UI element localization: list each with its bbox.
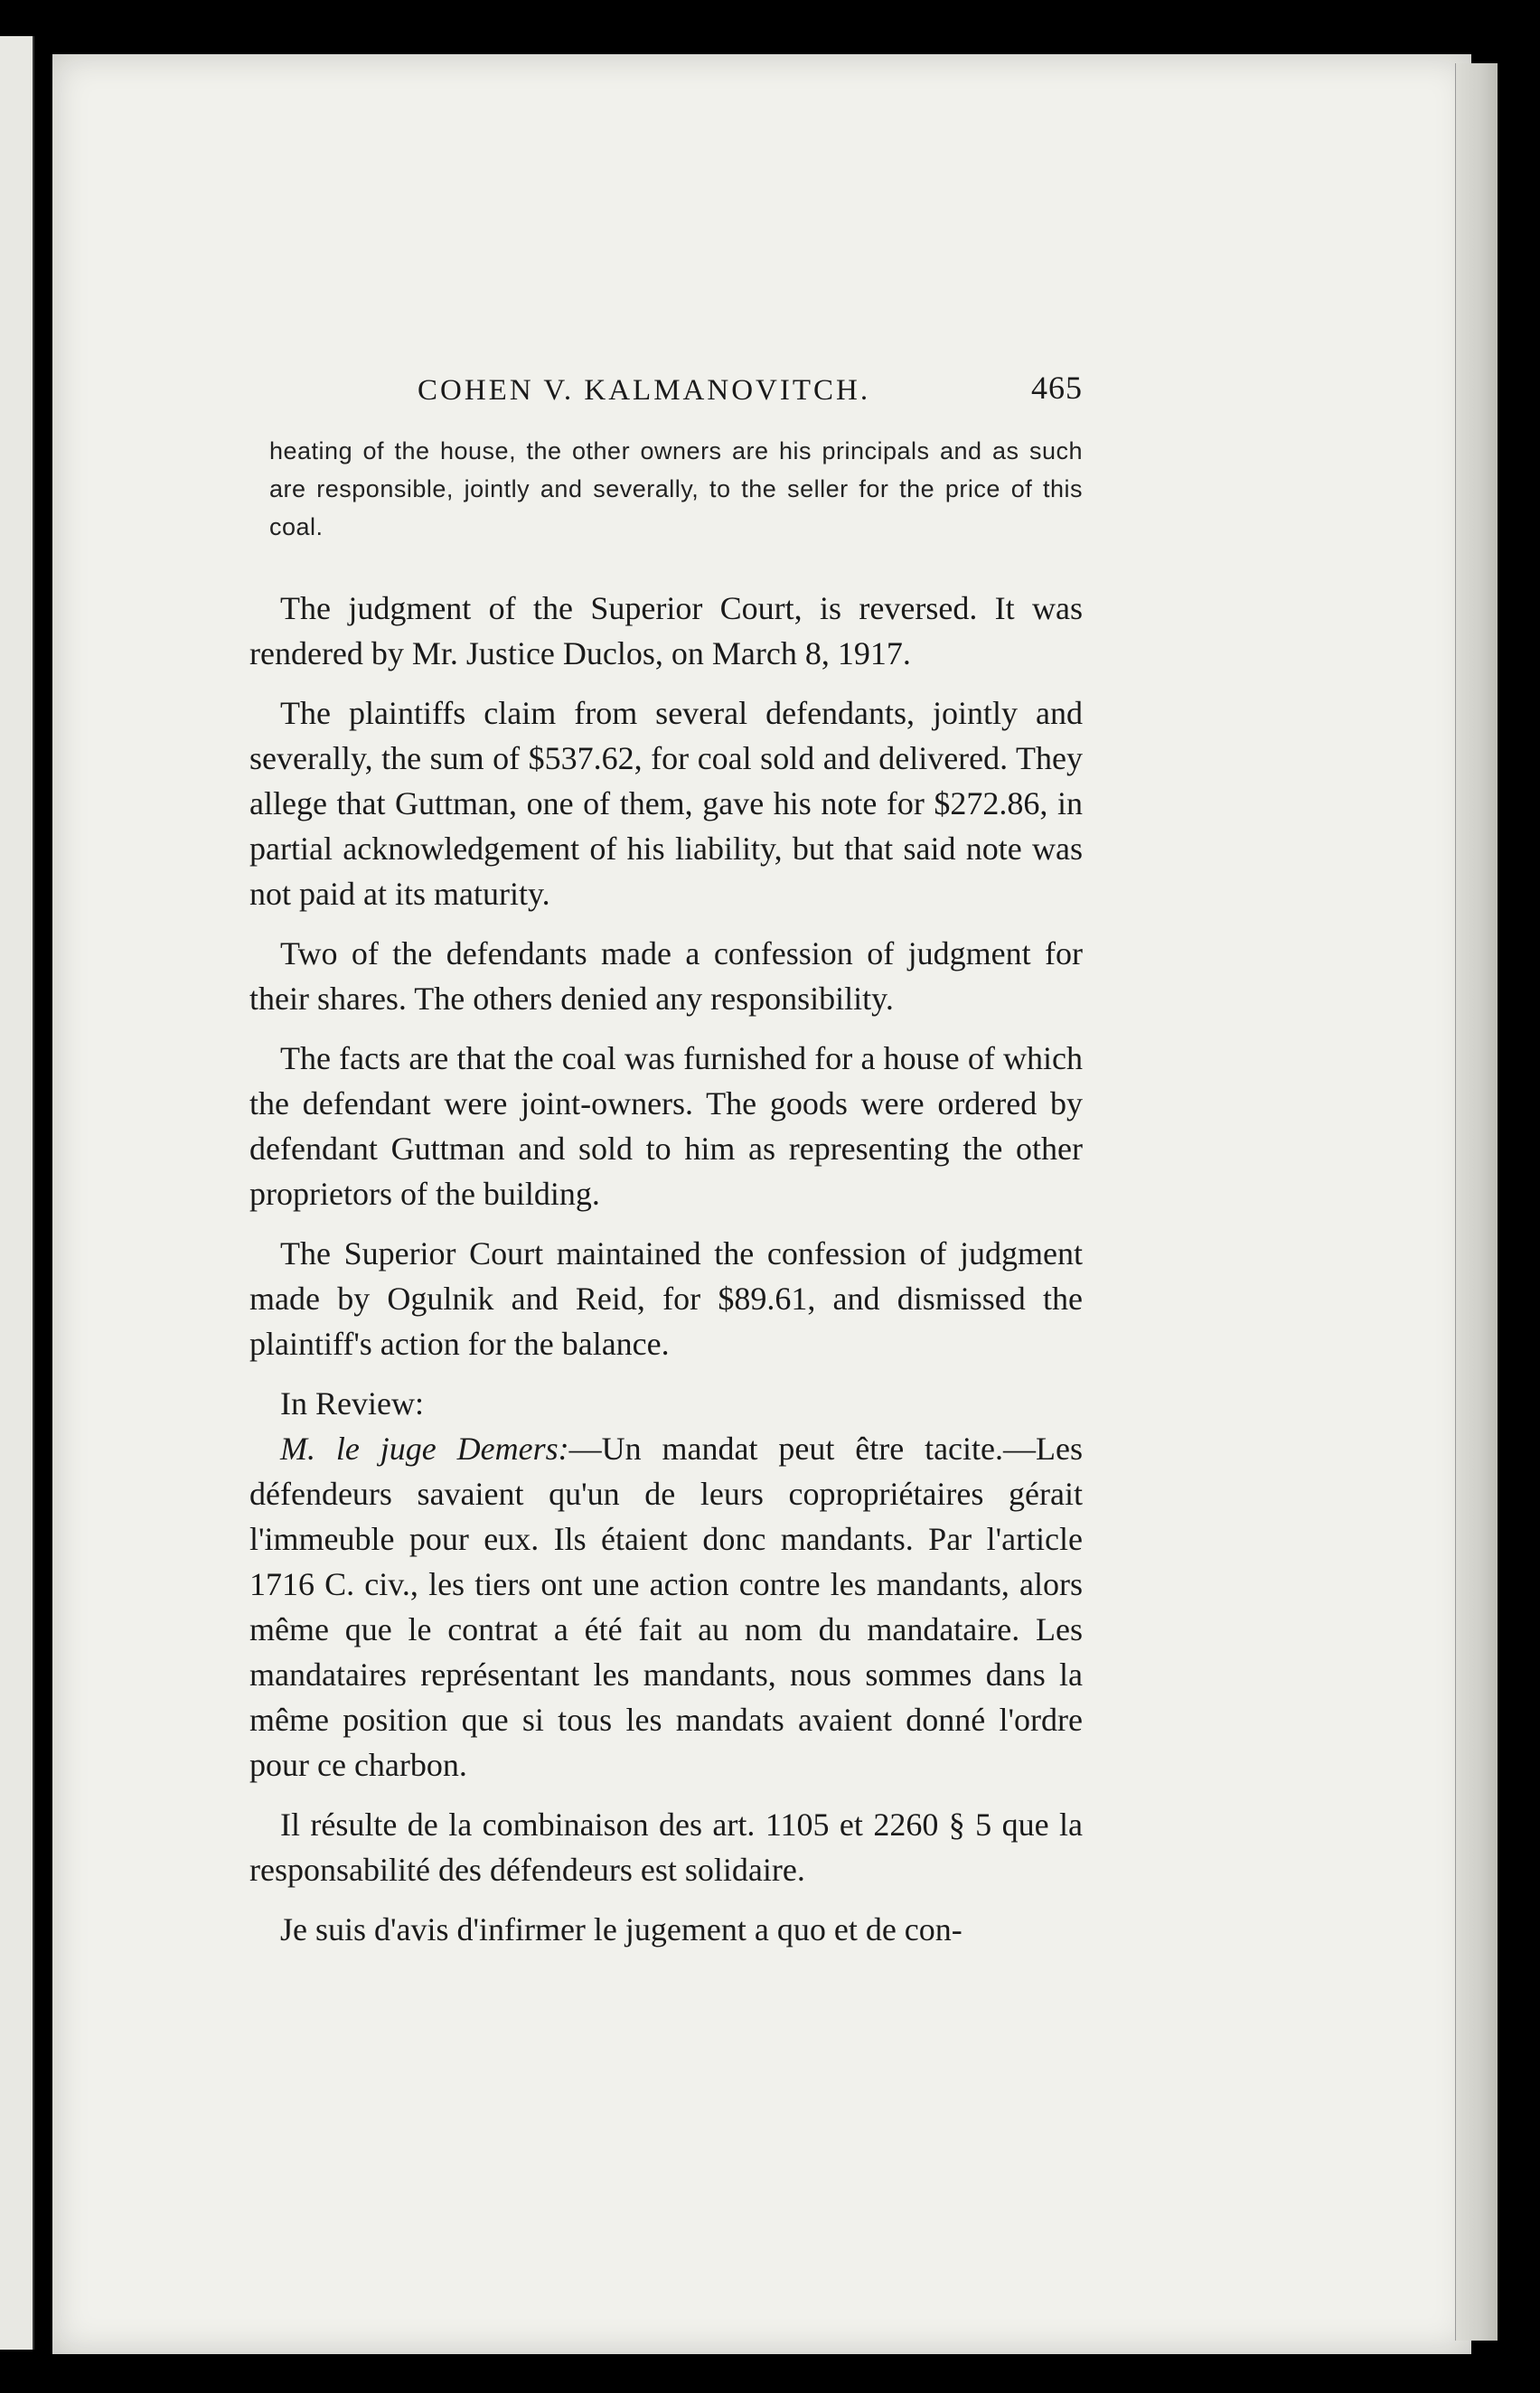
paragraph: The Superior Court maintained the confession of judgment made by Ogulnik and Reid, for $89.61, and dismissed the plaintiff's action for the balance. bbox=[249, 1235, 1083, 1362]
page-number: 465 bbox=[1031, 370, 1083, 406]
page-fore-edge bbox=[1455, 63, 1498, 2341]
judgment-paragraph bbox=[249, 1426, 1083, 1788]
in-review-heading: In Review: bbox=[280, 1385, 424, 1422]
text-block bbox=[249, 361, 1083, 1952]
paragraph: The plaintiffs claim from several defendants, jointly and severally, the sum of $537.62, for coal sold and delivered. They allege that Guttman, one of them, gave his note for $272.86, in partial acknowledgement of his liability, but that said note was not paid at its maturity. bbox=[249, 695, 1083, 912]
paragraph: Two of the defendants made a confession of judgment for their shares. The others denied any responsibility. bbox=[249, 935, 1083, 1017]
paragraph: The facts are that the coal was furnished for a house of which the defendant were joint-owners. The goods were ordered by defendant Guttman and sold to him as representing the other proprietors of the building. bbox=[249, 1040, 1083, 1212]
paragraph: Je suis d'avis d'infirmer le jugement a quo et de con- bbox=[280, 1911, 963, 1947]
running-head bbox=[249, 361, 1083, 416]
running-title: COHEN V. KALMANOVITCH. bbox=[418, 374, 871, 407]
headnote: heating of the house, the other owners are his principals and as such are responsible, jointly and severally, to the seller for the price of this coal. bbox=[269, 437, 1083, 540]
judge-name: M. le juge Demers: bbox=[280, 1431, 569, 1467]
facing-page-edge bbox=[0, 36, 34, 2350]
paragraph: Il résulte de la combinaison des art. 1105 et 2260 § 5 que la responsabilité des défendeurs est solidaire. bbox=[249, 1806, 1083, 1888]
judgment-text: —Un mandat peut être tacite.—Les défendeurs savaient qu'un de leurs copropriétaires gérait l'immeuble pour eux. Ils étaient donc mandants. Par l'article 1716 C. civ., les tiers ont une action contre les mandants, alors même que le contrat a été fait au nom du mandataire. Les mandataires représentant les mandants, nous sommes dans la même position que si tous les mandats avaient donné l'ordre pour ce charbon. bbox=[249, 1431, 1083, 1783]
body-text bbox=[249, 586, 1083, 1952]
paragraph: The judgment of the Superior Court, is reversed. It was rendered by Mr. Justice Duclos, on March 8, 1917. bbox=[249, 590, 1083, 671]
